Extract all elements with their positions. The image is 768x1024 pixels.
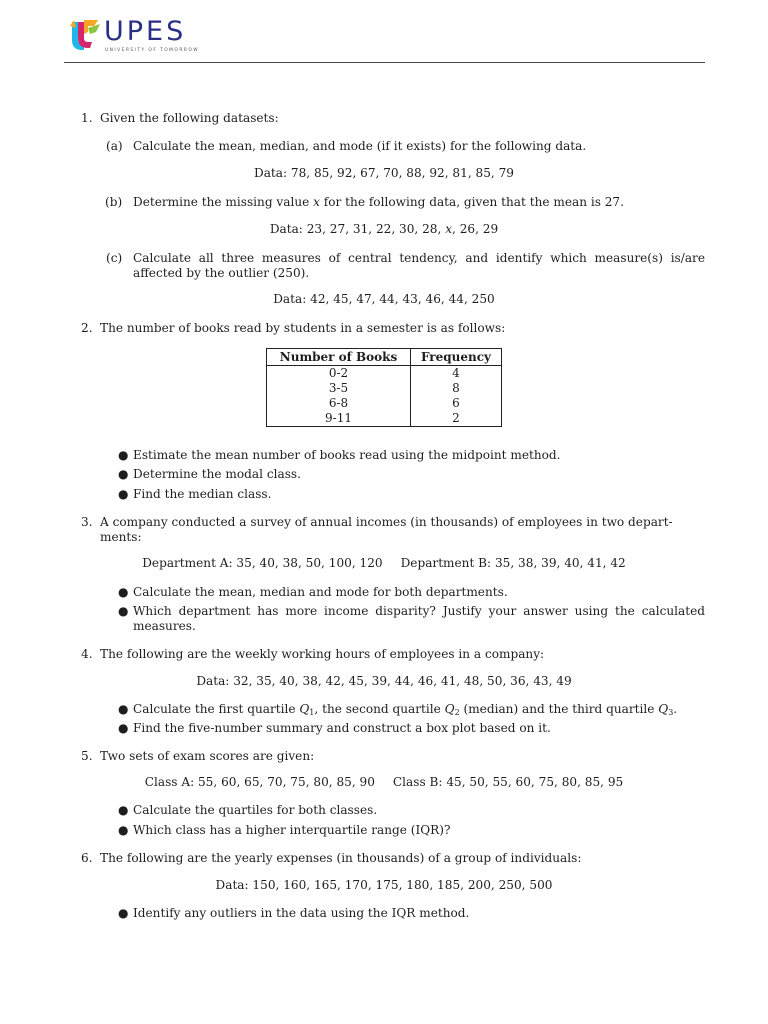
q6-intro: The following are the yearly expenses (in thousands) of a group of individuals: <box>100 851 582 865</box>
q5-bullet-2: Which class has a higher interquartile range (IQR)? <box>133 823 451 837</box>
q1-intro: Given the following datasets: <box>100 111 279 125</box>
bullet-icon: ● <box>118 702 129 716</box>
q6-number: 6. <box>81 851 93 865</box>
q4-intro: The following are the weekly working hours of employees in a company: <box>100 647 545 661</box>
q1c-line2: affected by the outlier (250). <box>133 266 310 280</box>
q3-dept-b: Department B: 35, 38, 39, 40, 41, 42 <box>400 556 626 570</box>
q3-bullet-1: Calculate the mean, median and mode for both departments. <box>133 585 508 599</box>
q1a-data: Data: 78, 85, 92, 67, 70, 88, 92, 81, 85, 79 <box>254 166 514 180</box>
q4-bullet-1: Calculate the first quartile $Q_1$, the second quartile $Q_2$ (median) and the third quartile $Q_3$. <box>133 702 678 717</box>
table-row <box>267 381 502 396</box>
q1b-data: Data: 23, 27, 31, 22, 30, 28, x, 26, 29 <box>269 222 499 236</box>
table-row <box>267 396 502 411</box>
table-cell: 0-2 <box>267 366 411 382</box>
q5-class-a: Class A: 55, 60, 65, 70, 75, 80, 85, 90 <box>144 775 375 789</box>
bullet-icon: ● <box>118 721 129 735</box>
q1c-label: (c) <box>106 251 123 265</box>
logo-wordmark: UPES <box>104 16 187 47</box>
q4-number: 4. <box>81 647 93 661</box>
bullet-icon: ● <box>118 823 129 837</box>
table-cell: 3-5 <box>267 381 411 396</box>
q2-number: 2. <box>81 321 93 335</box>
q4-bullet-2: Find the five-number summary and construct a box plot based on it. <box>133 721 551 735</box>
q4-data: Data: 32, 35, 40, 38, 42, 45, 39, 44, 46, 41, 48, 50, 36, 43, 49 <box>196 674 572 688</box>
q1a-label: (a) <box>106 139 123 153</box>
q3-bullet-2-cont: measures. <box>133 619 196 633</box>
table-header-books: Number of Books <box>267 349 411 366</box>
q5-class-b: Class B: 45, 50, 55, 60, 75, 80, 85, 95 <box>392 775 624 789</box>
table-cell: 6-8 <box>267 396 411 411</box>
table-row <box>267 411 502 427</box>
bullet-icon: ● <box>118 585 129 599</box>
q3-line2: ments: <box>100 530 142 544</box>
q2-bullet-2: Determine the modal class. <box>133 467 301 481</box>
table-cell: 6 <box>411 396 502 411</box>
upes-logo-mark-icon <box>68 16 102 54</box>
bullet-icon: ● <box>118 906 129 920</box>
q3-number: 3. <box>81 515 93 529</box>
q6-data: Data: 150, 160, 165, 170, 175, 180, 185, 200, 250, 500 <box>215 878 553 892</box>
q3-dept-a: Department A: 35, 40, 38, 50, 100, 120 <box>142 556 383 570</box>
q2-bullet-3: Find the median class. <box>133 487 272 501</box>
q2-bullet-1: Estimate the mean number of books read using the midpoint method. <box>133 448 561 462</box>
q1c-line1: Calculate all three measures of central tendency, and identify which measure(s) is/are <box>133 251 705 265</box>
table-row <box>267 366 502 382</box>
bullet-icon: ● <box>118 604 129 618</box>
q2-intro: The number of books read by students in a semester is as follows: <box>100 321 506 335</box>
q6-bullet-1: Identify any outliers in the data using the IQR method. <box>133 906 470 920</box>
q5-intro: Two sets of exam scores are given: <box>100 749 315 763</box>
table-cell: 8 <box>411 381 502 396</box>
q3-line1: A company conducted a survey of annual incomes (in thousands) of employees in two depart- <box>100 515 673 529</box>
table-cell: 2 <box>411 411 502 427</box>
table-cell: 9-11 <box>267 411 411 427</box>
table-cell: 4 <box>411 366 502 382</box>
bullet-icon: ● <box>118 448 129 462</box>
books-frequency-table <box>266 348 502 427</box>
header-divider <box>64 62 705 63</box>
q1-number: 1. <box>81 111 93 125</box>
q3-departments <box>0 556 768 571</box>
table-header-row <box>267 349 502 366</box>
q1c-data: Data: 42, 45, 47, 44, 43, 46, 44, 250 <box>273 292 495 306</box>
bullet-icon: ● <box>118 803 129 817</box>
logo-tagline: UNIVERSITY OF TOMORROW <box>105 48 200 53</box>
q1b-label: (b) <box>105 195 123 209</box>
table-header-frequency: Frequency <box>411 349 502 366</box>
upes-logo <box>68 16 208 58</box>
q1b-text: Determine the missing value x for the following data, given that the mean is 27. <box>133 195 624 209</box>
bullet-icon: ● <box>118 467 129 481</box>
q5-bullet-1: Calculate the quartiles for both classes. <box>133 803 378 817</box>
q5-number: 5. <box>81 749 93 763</box>
q1a-text: Calculate the mean, median, and mode (if it exists) for the following data. <box>133 139 587 153</box>
bullet-icon: ● <box>118 487 129 501</box>
q3-bullet-2: Which department has more income disparity? Justify your answer using the calculated <box>133 604 705 618</box>
q5-classes <box>0 775 768 790</box>
